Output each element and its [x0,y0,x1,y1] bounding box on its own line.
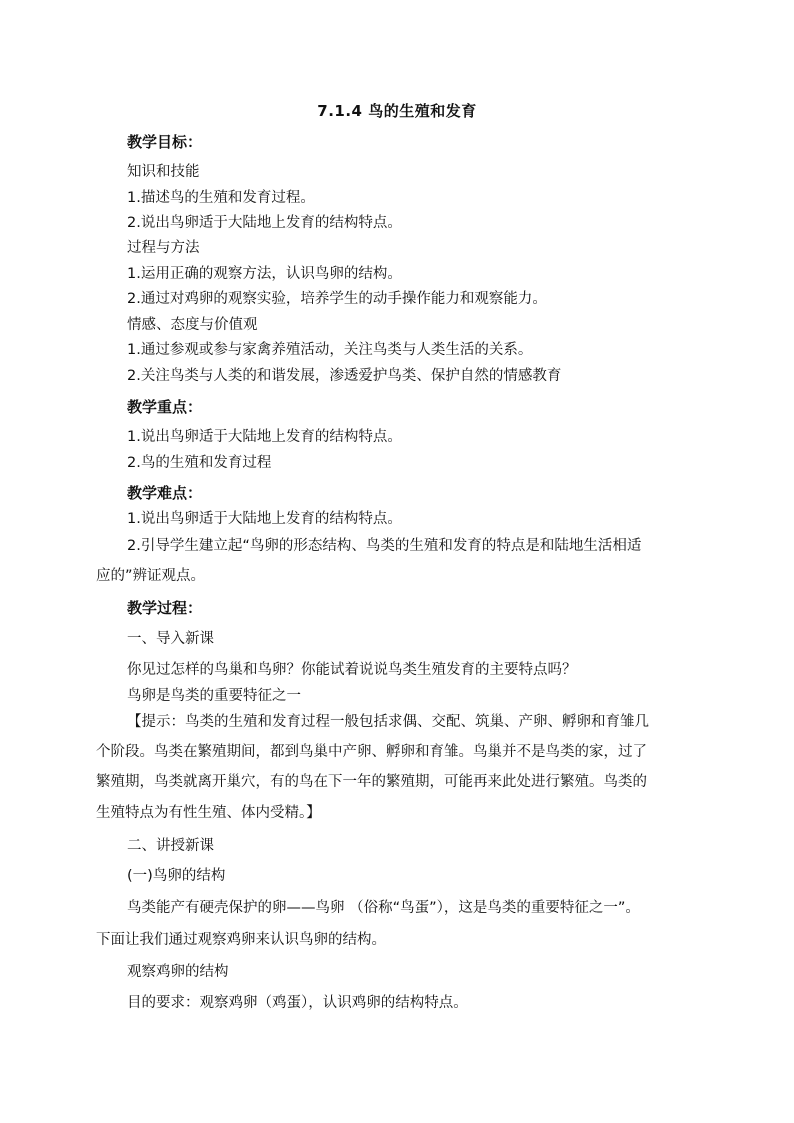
hint-line: 【提示：鸟类的生殖和发育过程一般包括求偶、交配、筑巢、产卵、孵卵和育雏几 [127,714,649,730]
difficulty-item-continued: 应的”辨证观点。 [96,568,206,584]
key-points-heading: 教学重点： [127,398,203,416]
hint-line: 生殖特点为有性生殖、体内受精。】 [96,805,321,821]
section-heading: 二、讲授新课 [127,838,214,854]
emotion-item: 2.关注鸟类与人类的和谐发展，渗透爱护鸟类、保护自然的情感教育 [127,368,562,384]
emotion-heading: 情感、态度与价值观 [127,317,258,333]
key-point-item: 1.说出鸟卵适于大陆地上发育的结构特点。 [127,429,402,445]
key-point-item: 2.鸟的生殖和发育过程 [127,455,272,471]
observe-heading: 观察鸡卵的结构 [127,964,229,980]
process-method-heading: 过程与方法 [127,240,200,256]
hint-line: 繁殖期，鸟类就离开巢穴，有的鸟在下一年的繁殖期，可能再来此处进行繁殖。鸟类的 [96,774,647,790]
difficulties-heading: 教学难点： [127,484,203,502]
subsection-heading: (一)鸟卵的结构 [127,868,226,884]
intro-feature: 鸟卵是鸟类的重要特征之一 [127,688,301,704]
knowledge-item: 1.描述鸟的生殖和发育过程。 [127,190,315,206]
body-paragraph-continued: 下面让我们通过观察鸡卵来认识鸟卵的结构。 [96,932,386,948]
knowledge-heading: 知识和技能 [127,164,200,180]
purpose-line: 目的要求：观察鸡卵（鸡蛋），认识鸡卵的结构特点。 [127,995,468,1011]
body-paragraph: 鸟类能产有硬壳保护的卵——鸟卵 （俗称“鸟蛋”），这是鸟类的重要特征之一”。 [127,900,640,916]
difficulty-item: 1.说出鸟卵适于大陆地上发育的结构特点。 [127,511,402,527]
intro-question: 你见过怎样的鸟巢和鸟卵？你能试着说说鸟类生殖发育的主要特点吗？ [127,662,577,678]
process-method-item: 2.通过对鸡卵的观察实验，培养学生的动手操作能力和观察能力。 [127,291,547,307]
hint-line: 个阶段。鸟类在繁殖期间，都到鸟巢中产卵、孵卵和育雏。鸟巢并不是鸟类的家，过了 [96,744,647,760]
process-method-item: 1.运用正确的观察方法，认识鸟卵的结构。 [127,266,402,282]
process-heading: 教学过程： [127,599,203,617]
section-heading: 一、导入新课 [127,631,214,647]
difficulty-item: 2.引导学生建立起“鸟卵的形态结构、鸟类的生殖和发育的特点是和陆地生活相适 [127,538,642,554]
objectives-heading: 教学目标： [127,133,203,151]
knowledge-item: 2.说出鸟卵适于大陆地上发育的结构特点。 [127,215,402,231]
emotion-item: 1.通过参观或参与家禽养殖活动，关注鸟类与人类生活的关系。 [127,342,533,358]
document-title: 7.1.4 鸟的生殖和发育 [317,102,477,120]
